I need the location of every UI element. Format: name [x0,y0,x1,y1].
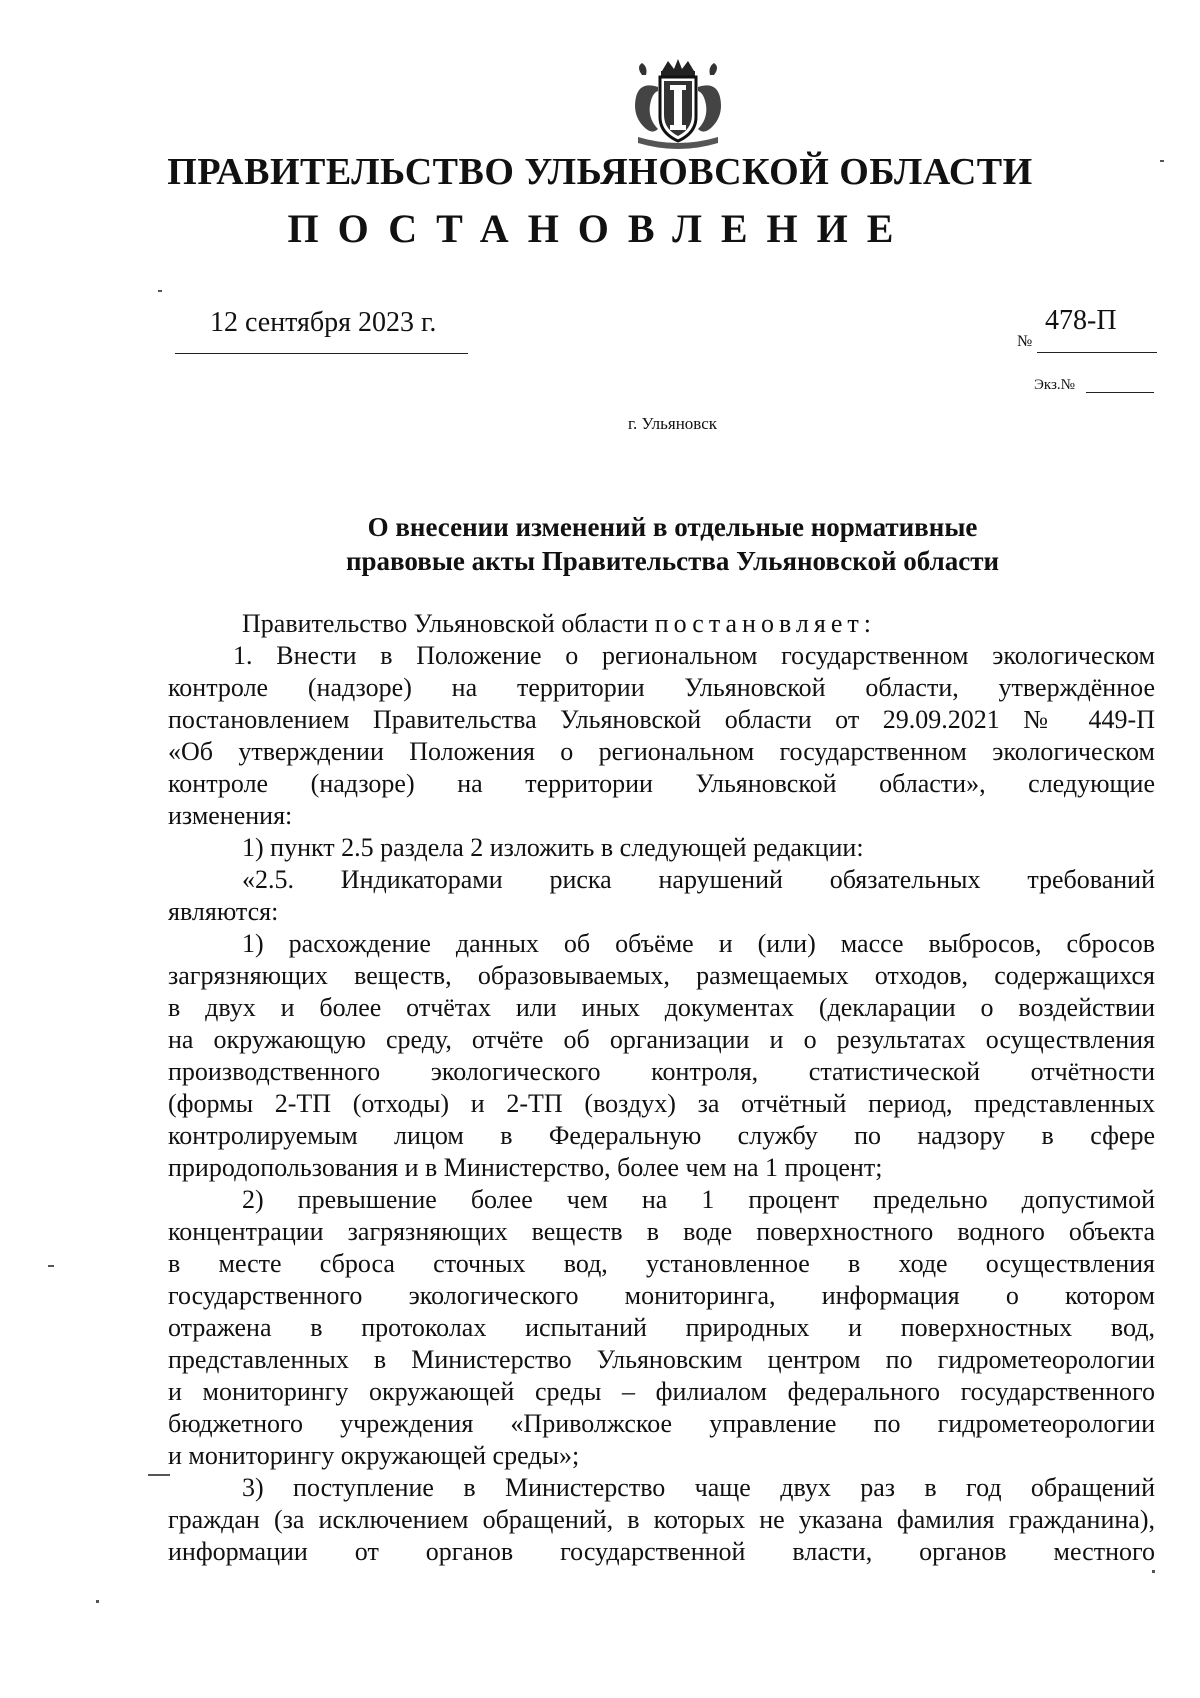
body-line: на окружающую среду, отчёте об организации и о результатах осуществления [168,1025,1155,1054]
preamble-spaced-verb: постановляет: [654,609,876,638]
preamble-text: Правительство Ульяновской области [242,609,655,638]
scan-speck [1160,160,1164,162]
body-line: 2) превышение более чем на 1 процент предельно допустимой [242,1185,1155,1214]
scan-speck [148,1474,170,1476]
government-title: ПРАВИТЕЛЬСТВО УЛЬЯНОВСКОЙ ОБЛАСТИ [167,151,1033,193]
body-line: и мониторингу окружающей среды – филиалом федерального государственного [168,1377,1155,1406]
body-line: бюджетного учреждения «Приволжское управление по гидрометеорологии [168,1409,1155,1438]
body-line: являются: [168,897,279,926]
body-line: «2.5. Индикаторами риска нарушений обязательных требований [242,865,1155,894]
body-line: 1) пункт 2.5 раздела 2 изложить в следующей редакции: [242,833,864,862]
document-subject [0,510,1200,578]
body-line: в месте сброса сточных вод, установленное в ходе осуществления [168,1249,1155,1278]
body-line: постановлением Правительства Ульяновской области от 29.09.2021 № 449-П [168,705,1155,734]
body-line: представленных в Министерство Ульяновским центром по гидрометеорологии [168,1345,1155,1374]
body-line: контроле (надзоре) на территории Ульяновской области», следующие [168,769,1155,798]
body-line: 1. Внести в Положение о региональном государственном экологическом [233,641,1155,670]
copy-number-label: Экз.№ [1034,377,1075,393]
document-date: 12 сентября 2023 г. [210,307,437,338]
scan-speck [1152,1570,1155,1573]
body-line: 3) поступление в Министерство чаще двух раз в год обращений [242,1473,1155,1502]
body-line: 1) расхождение данных об объёме и (или) массе выбросов, сбросов [242,929,1155,958]
body-line: (формы 2-ТП (отходы) и 2-ТП (воздух) за отчётный период, представленных [168,1089,1155,1118]
body-line: производственного экологического контроля, статистической отчётности [168,1057,1155,1086]
body-line: государственного экологического мониторинга, информация о котором [168,1281,1155,1310]
preamble [242,608,1155,640]
subject-line-2: правовые акты Правительства Ульяновской области [345,546,1000,576]
body-line: концентрации загрязняющих веществ в воде поверхностного водного объекта [168,1217,1155,1246]
date-underline [175,353,468,354]
body-line: граждан (за исключением обращений, в которых не указана фамилия гражданина), [168,1505,1155,1534]
body-line: контроле (надзоре) на территории Ульяновской области, утверждённое [168,673,1155,702]
copy-number-underline [1086,392,1154,393]
body-line: отражена в протоколах испытаний природных и поверхностных вод, [168,1313,1155,1342]
body-line: природопользования и в Министерство, более чем на 1 процент; [168,1153,883,1182]
document-number: 478-П [1045,305,1117,336]
body-line: информации от органов государственной власти, органов местного [168,1537,1155,1566]
body-line: и мониторингу окружающей среды»; [168,1441,580,1470]
scan-speck [158,290,162,292]
body-line: контролируемым лицом в Федеральную службу по надзору в сфере [168,1121,1155,1150]
number-underline [1037,352,1157,353]
number-sign: № [1017,333,1033,350]
coat-of-arms-icon [618,57,738,149]
document-type: ПОСТАНОВЛЕНИЕ [287,206,913,251]
body-line: в двух и более отчётах или иных документах (декларации о воздействии [168,993,1155,1022]
body-line: «Об утверждении Положения о региональном государственном экологическом [168,737,1155,766]
city: г. Ульяновск [627,414,718,433]
scan-speck [48,1265,54,1267]
scan-speck [96,1600,99,1603]
body-line: загрязняющих веществ, образовываемых, размещаемых отходов, содержащихся [168,961,1155,990]
body-line: изменения: [168,801,293,830]
subject-line-1: О внесении изменений в отдельные нормативные [367,512,978,542]
